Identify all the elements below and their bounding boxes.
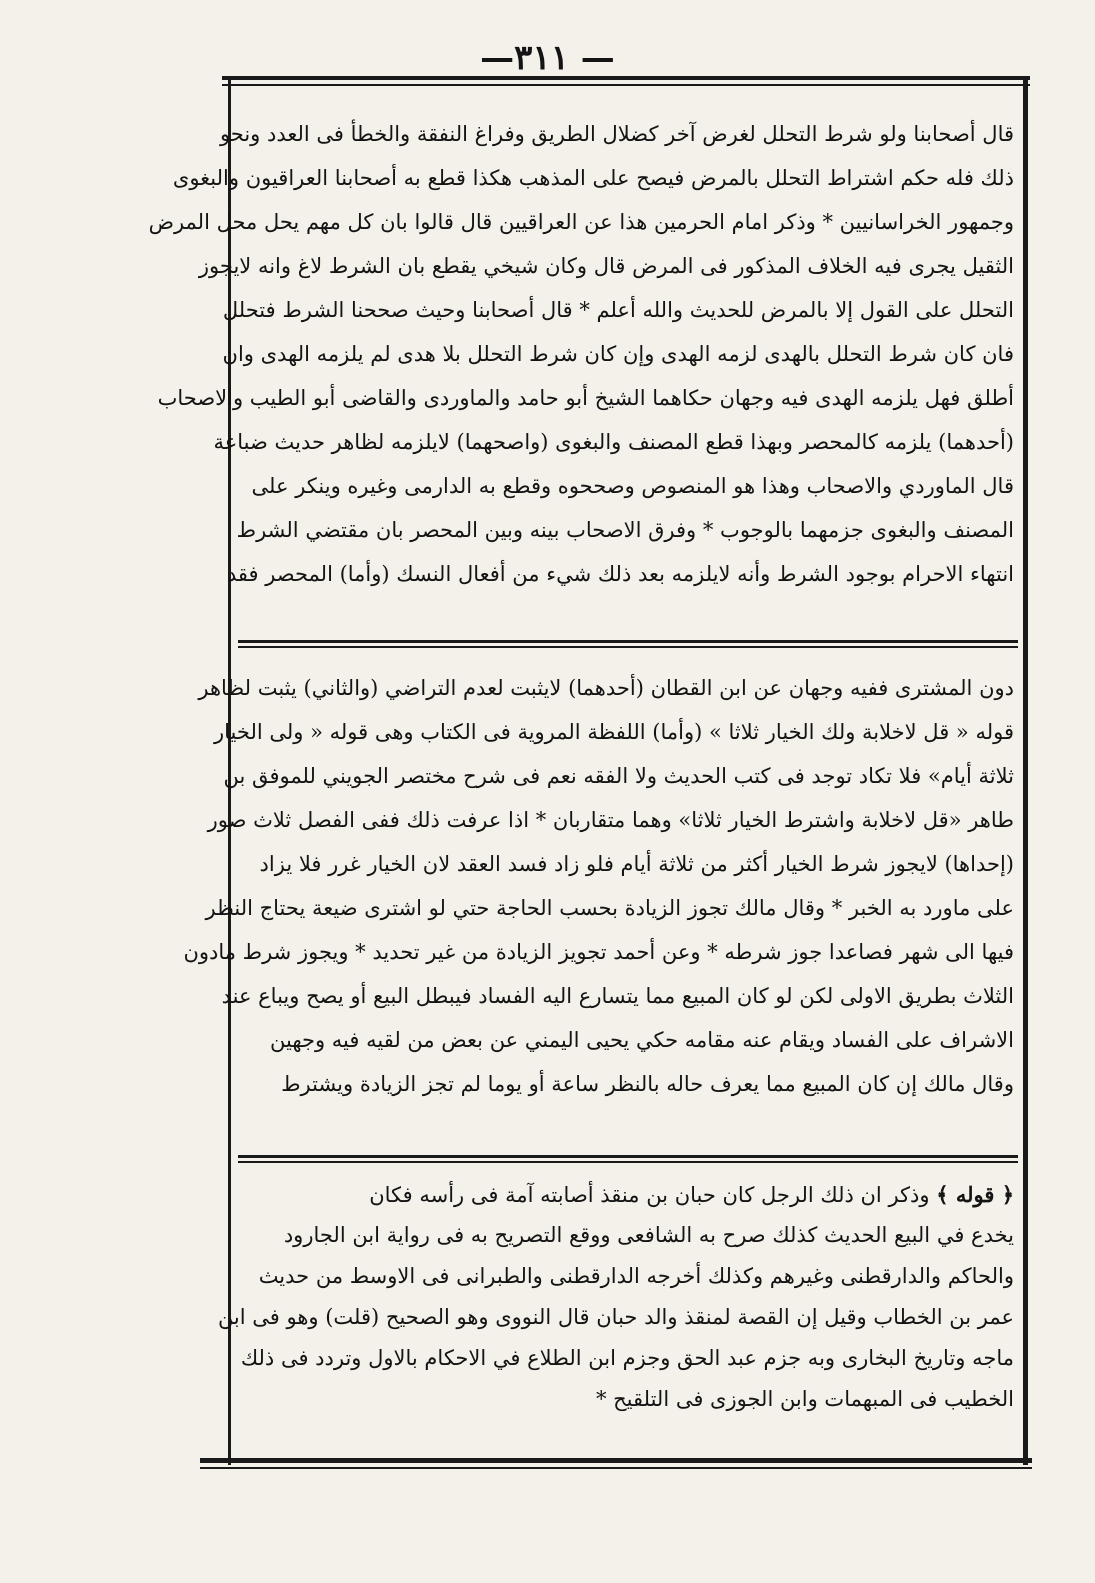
text-line: على ماورد به الخبر * وقال مالك تجوز الزيادة بحسب الحاجة حتي لو اشترى ضيعة يحتاج النظر <box>205 896 1014 920</box>
second-text-block <box>183 666 1014 1106</box>
text-line: قال الماوردي والاصحاب وهذا هو المنصوص وصححوه وقطع به الدارمى وغيره وينكر على <box>251 474 1014 498</box>
text-line: التحلل على القول إلا بالمرض للحديث والله أعلم * قال أصحابنا وحيث صححنا الشرط فتحلل <box>222 298 1014 322</box>
text-line: فان كان شرط التحلل بالهدى لزمه الهدى وإن كان شرط التحلل بلا هدى لم يلزمه الهدى وان <box>222 342 1014 366</box>
text-line: وقال مالك إن كان المبيع مما يعرف حاله بالنظر ساعة أو يوما لم تجز الزيادة ويشترط <box>281 1072 1014 1096</box>
commentary-line: ماجه وتاريخ البخارى وبه جزم عبد الحق وجزم ابن الطلاع في الاحكام بالاول وتردد فى ذلك <box>240 1346 1014 1370</box>
commentary-divider <box>238 1155 1018 1163</box>
commentary-lead: ﴿ قوله ﴾ <box>936 1182 1014 1207</box>
commentary-line <box>242 1174 1014 1215</box>
text-line: وجمهور الخراسانيين * وذكر امام الحرمين هذا عن العراقيين قال قالوا بان كل مهم يحل محل المرض <box>148 210 1014 234</box>
text-line: الاشراف على الفساد ويقام عنه مقامه حكي يحيى اليمني عن بعض من لقيه فيه وجهين <box>270 1028 1014 1052</box>
text-line: قال أصحابنا ولو شرط التحلل لغرض آخر كضلال الطريق وفراغ النفقة والخطأ فى العدد ونحو <box>219 122 1014 146</box>
section-divider <box>238 640 1018 648</box>
text-line: الثقيل يجرى فيه الخلاف المذكور فى المرض قال وكان شيخي يقطع بان الشرط لاغ وانه لايجوز <box>198 254 1014 278</box>
commentary-block <box>217 1174 1014 1420</box>
text-line: فيها الى شهر فصاعدا جوز شرطه * وعن أحمد تجويز الزيادة من غير تحديد * ويجوز شرط مادون <box>183 940 1014 964</box>
main-text-block <box>148 112 1014 596</box>
commentary-line: يخدع في البيع الحديث كذلك صرح به الشافعى ووقع التصريح به فى رواية ابن الجارود <box>283 1223 1014 1247</box>
text-line: المصنف والبغوى جزمهما بالوجوب * وفرق الاصحاب بينه وبين المحصر بان مقتضي الشرط <box>236 518 1014 542</box>
text-line: (أحدهما) يلزمه كالمحصر وبهذا قطع المصنف والبغوى (واصحهما) لايلزمه لظاهر حديث ضباعة <box>213 430 1014 454</box>
text-line: ذلك فله حكم اشتراط التحلل بالمرض فيصح على المذهب هكذا قطع به أصحابنا العراقيون والبغوى <box>172 166 1014 190</box>
frame-bottom-rule <box>200 1458 1032 1469</box>
commentary-line: الخطيب فى المبهمات وابن الجوزى فى التلقيح * <box>595 1387 1014 1411</box>
commentary-text: وذكر ان ذلك الرجل كان حبان بن منقذ أصابته آمة فى رأسه فكان <box>369 1183 930 1207</box>
text-line: الثلاث بطريق الاولى لكن لو كان المبيع مما يتسارع اليه الفساد فيبطل البيع أو يصح ويباع عند <box>221 984 1014 1008</box>
text-line: (إحداها) لايجوز شرط الخيار أكثر من ثلاثة أيام فلو زاد فسد العقد لان الخيار غرر فلا يزاد <box>259 852 1014 876</box>
text-line: قوله « قل لاخلابة ولك الخيار ثلاثا » (وأما) اللفظة المروية فى الكتاب وهى قوله « ولى الخيار <box>214 720 1014 744</box>
commentary-line: عمر بن الخطاب وقيل إن القصة لمنقذ والد حبان قال النووى وهو الصحيح (قلت) وهو فى ابن <box>217 1305 1014 1329</box>
text-line: انتهاء الاحرام بوجود الشرط وأنه لايلزمه بعد ذلك شيء من أفعال النسك (وأما) المحصر فقد <box>226 562 1014 586</box>
page-number: —٣١١ — <box>480 38 615 78</box>
text-line: ثلاثة أيام» فلا تكاد توجد فى كتب الحديث ولا الفقه نعم فى شرح مختصر الجويني للموفق بن <box>223 764 1014 788</box>
text-line: دون المشترى ففيه وجهان عن ابن القطان (أحدهما) لايثبت لعدم التراضي (والثاني) يثبت لظاهر <box>198 676 1014 700</box>
text-line: أطلق فهل يلزمه الهدى فيه وجهان حكاهما الشيخ أبو حامد والماوردى والقاضى أبو الطيب والاصحاب <box>157 386 1014 410</box>
commentary-line: والحاكم والدارقطنى وغيرهم وكذلك أخرجه الدارقطنى والطبرانى فى الاوسط من حديث <box>258 1264 1014 1288</box>
text-line: طاهر «قل لاخلابة واشترط الخيار ثلاثا» وهما متقاربان * اذا عرفت ذلك ففى الفصل ثلاث صور <box>207 808 1014 832</box>
